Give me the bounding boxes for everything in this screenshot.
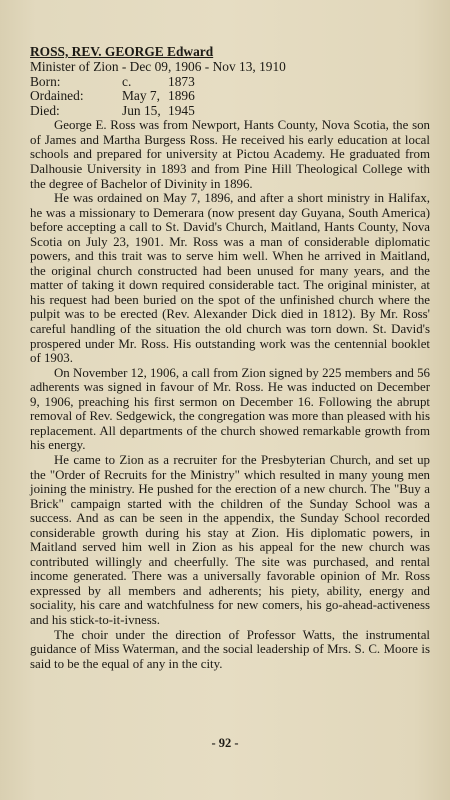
fact-value-day: c. [122,73,132,89]
fact-value-year: 1896 [168,88,195,104]
paragraph: George E. Ross was from Newport, Hants County, Nova Scotia, the son of James and Martha Burgess Ross. He received his early education at local schools and prepared for university at Pictou Academy. He graduated from Dalhousie University in 1893 and from Pine Hill Theological College with the degree of Bachelor of Divinity in 1896. [30,118,430,191]
fact-label: Died: [30,102,60,118]
paragraph: On November 12, 1906, a call from Zion signed by 225 members and 56 adherents was signed in favour of Mr. Ross. He was inducted on December 9, 1906, preaching his first sermon on December 16. Following the abrupt removal of Rev. Sedgewick, the congregation was more than pleased with his replacement. All departments of the church showed remarkable growth from his energy. [30,365,430,453]
fact-value-day: Jun 15, [122,102,161,118]
fact-row-born [30,75,430,90]
paragraph: The choir under the direction of Professor Watts, the instrumental guidance of Miss Waterman, and the social leadership of Mrs. S. C. Moore is said to be the equal of any in the city. [30,627,430,671]
paragraph: He was ordained on May 7, 1896, and after a short ministry in Halifax, he was a missionary to Demerara (now present day Guyana, South America) before accepting a call to St. David's Church, Maitland, Hants County, Nova Scotia on July 23, 1901. Mr. Ross was a man of considerable diplomatic powers, and this trait was to serve him well. When he arrived in Maitland, the original church constructed had been unused for many years, and the matter of taking it down required considerable tact. The original minister, at his request had been buried on the spot of the unfinished church where the pulpit was to be erected (Rev. Alexander Dick died in 1812). By Mr. Ross' careful handling of the situation the old church was torn down. St. David's prospered under Mr. Ross. His outstanding work was the centennial booklet of 1903. [30,191,430,366]
fact-row-ordained [30,89,430,104]
fact-label: Born: [30,73,61,89]
fact-value-day: May 7, [122,88,160,104]
paragraph: He came to Zion as a recruiter for the Presbyterian Church, and set up the "Order of Recruits for the Ministry" which resulted in many young men joining the ministry. He pushed for the erection of a new church. The "Buy a Brick" campaign started with the children of the Sunday School was a success. And as can be seen in the appendix, the Sunday School recorded considerable growth during his stay at Zion. His diplomatic powers, in Maitland served him well in Zion as his appeal for the new church was contributed willingly and cheerfully. The site was purchased, and rental income generated. There was a universally favorable opinion of Mr. Ross expressed by all members and adherents; his piety, ability, energy and sociality, his care and watchfulness for new comers, his go-ahead-activeness and his stick-to-it-ivness. [30,452,430,627]
fact-label: Ordained: [30,88,84,104]
biography-heading: ROSS, REV. GEORGE Edward [30,44,214,59]
ministry-dates: Minister of Zion - Dec 09, 1906 - Nov 13, 1910 [30,59,286,74]
fact-row-died [30,104,430,119]
page-number: - 92 - [211,736,239,750]
fact-value-year: 1945 [168,102,195,118]
fact-value-year: 1873 [168,73,195,89]
